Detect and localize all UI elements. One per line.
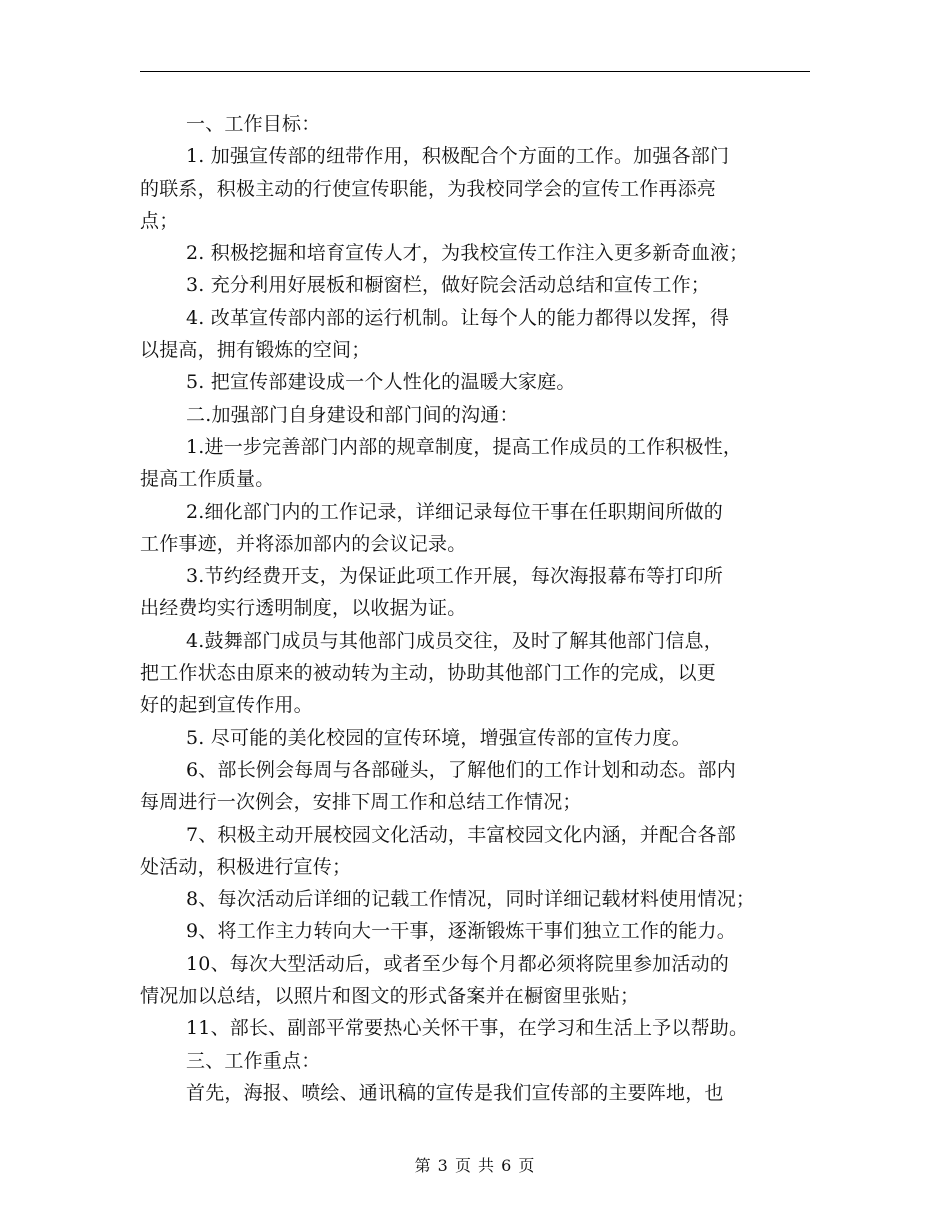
text-line: 二.加强部门自身建设和部门间的沟通： — [186, 403, 519, 426]
text-line: 把工作状态由原来的被动转为主动，协助其他部门工作的完成，以更 — [140, 662, 717, 685]
text-line: 好的起到宣传作用。 — [140, 694, 313, 717]
text-line: 首先，海报、喷绘、通讯稿的宣传是我们宣传部的主要阵地，也 — [186, 1081, 724, 1104]
text-line: 出经费均实行透明制度，以收据为证。 — [140, 597, 467, 620]
text-line: 2.细化部门内的工作记录，详细记录每位干事在任职期间所做的 — [186, 500, 723, 523]
text-line: 5. 把宣传部建设成一个人性化的温暖大家庭。 — [186, 371, 576, 394]
text-line: 2. 积极挖掘和培育宣传人才，为我校宣传工作注入更多新奇血液； — [186, 242, 749, 265]
text-line: 7、积极主动开展校园文化活动，丰富校园文化内涵，并配合各部 — [186, 823, 736, 846]
text-line: 以提高，拥有锻炼的空间； — [140, 339, 371, 362]
text-line: 4.鼓舞部门成员与其他部门成员交往，及时了解其他部门信息， — [186, 629, 723, 652]
page-number: 第 3 页 共 6 页 — [414, 1156, 536, 1175]
text-line: 11、部长、副部平常要热心关怀干事，在学习和生活上予以帮助。 — [186, 1017, 749, 1040]
text-line: 1. 加强宣传部的纽带作用，积极配合个方面的工作。加强各部门 — [186, 145, 730, 168]
header-rule — [140, 71, 810, 72]
text-line: 6、部长例会每周与各部碰头，了解他们的工作计划和动态。部内 — [186, 758, 736, 781]
text-line: 5. 尽可能的美化校园的宣传环境，增强宣传部的宣传力度。 — [186, 726, 691, 749]
text-line: 三、工作重点： — [186, 1049, 321, 1072]
text-line: 3.节约经费开支，为保证此项工作开展，每次海报幕布等打印所 — [186, 565, 723, 588]
text-line: 1.进一步完善部门内部的规章制度，提高工作成员的工作积极性， — [186, 435, 743, 458]
text-line: 工作事迹，并将添加部内的会议记录。 — [140, 532, 467, 555]
text-line: 一、工作目标： — [186, 113, 321, 135]
text-line: 10、每次大型活动后，或者至少每个月都必须将院里参加活动的 — [186, 952, 729, 975]
text-line: 处活动，积极进行宣传； — [140, 855, 352, 878]
text-line: 点； — [140, 209, 179, 232]
text-line: 情况加以总结，以照片和图文的形式备案并在橱窗里张贴； — [140, 985, 640, 1008]
text-line: 每周进行一次例会，安排下周工作和总结工作情况； — [140, 791, 582, 814]
document-body — [140, 108, 815, 1109]
text-line: 提高工作质量。 — [140, 468, 275, 491]
text-line: 8、每次活动后详细的记载工作情况，同时详细记载材料使用情况； — [186, 888, 756, 911]
text-line: 4. 改革宣传部内部的运行机制。让每个人的能力都得以发挥，得 — [186, 306, 730, 329]
text-line: 9、将工作主力转向大一干事，逐渐锻炼干事们独立工作的能力。 — [186, 920, 736, 943]
text-line: 的联系，积极主动的行使宣传职能，为我校同学会的宣传工作再添亮 — [140, 177, 717, 200]
text-line: 3. 充分利用好展板和橱窗栏，做好院会活动总结和宣传工作； — [186, 274, 710, 297]
